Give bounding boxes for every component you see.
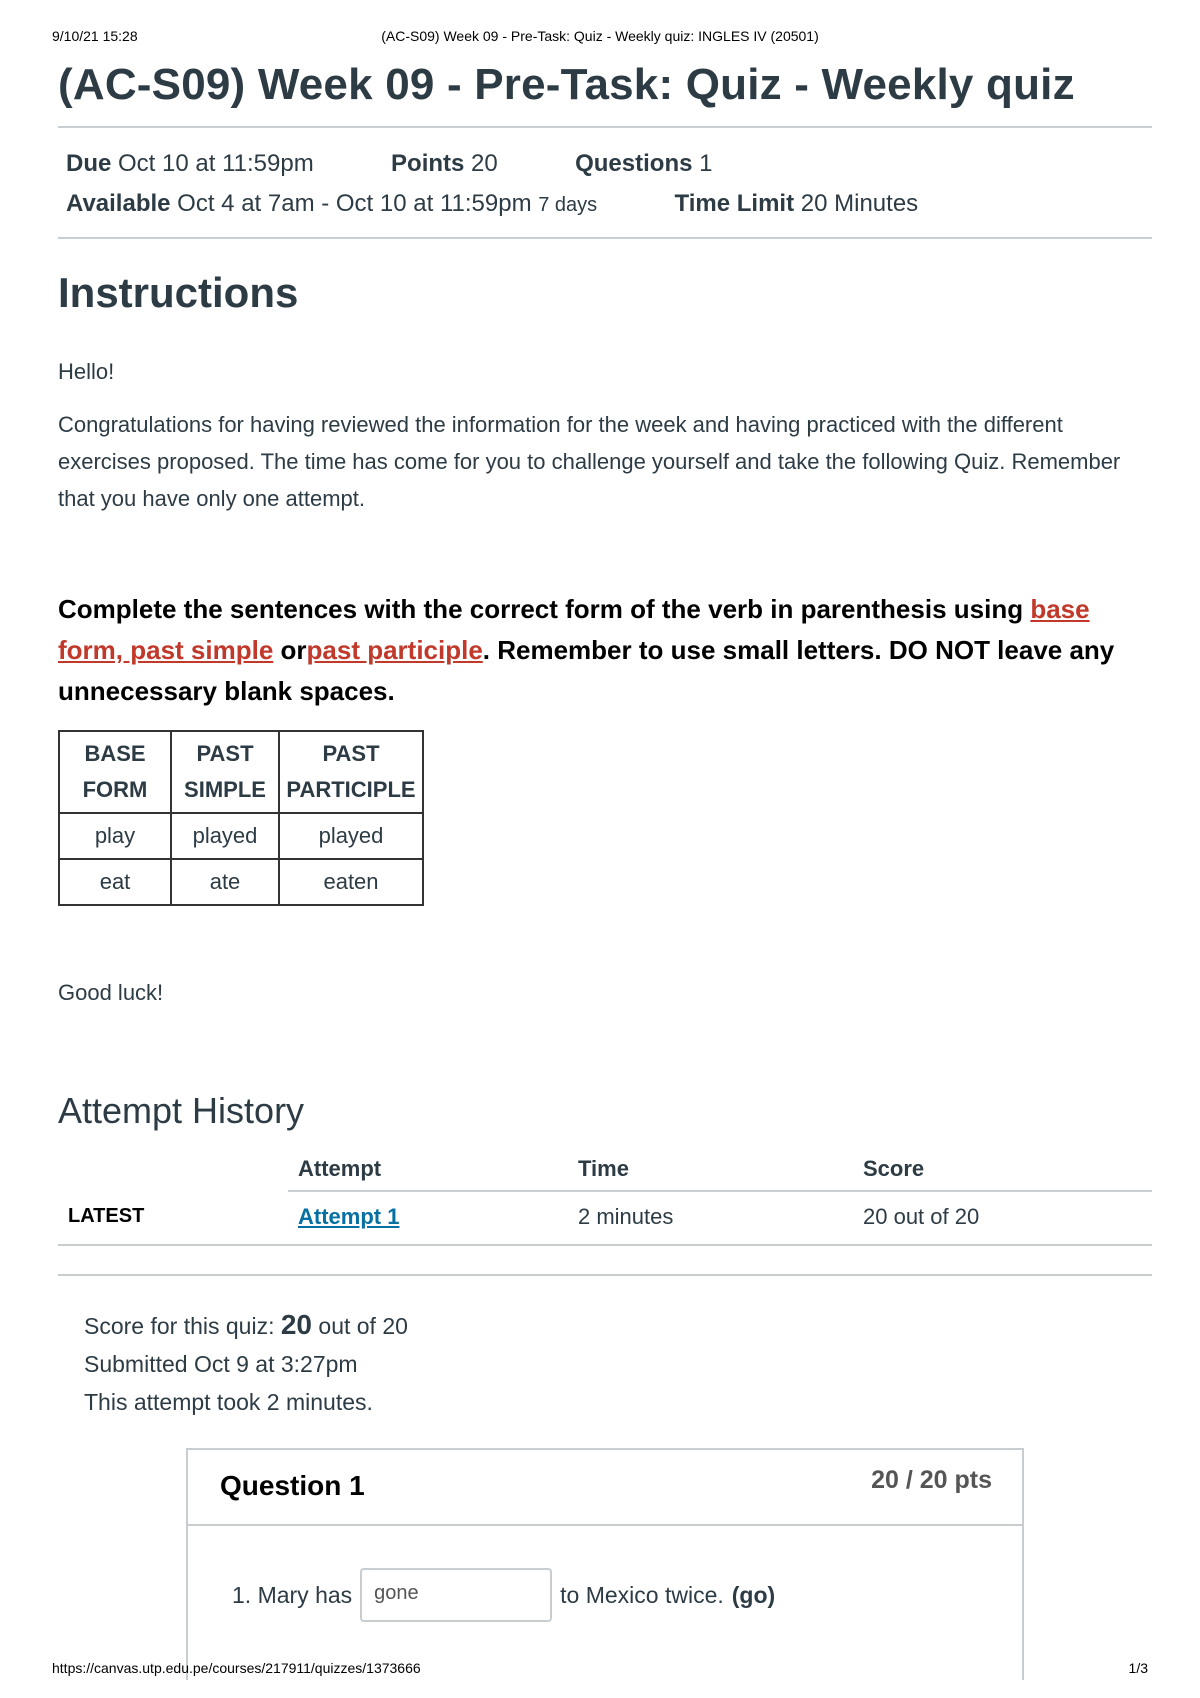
available-label: Available xyxy=(66,190,171,217)
attempt-history-header: Time xyxy=(568,1150,853,1191)
print-document-title: (AC-S09) Week 09 - Pre-Task: Quiz - Weekly quiz: INGLES IV (20501) xyxy=(381,28,819,44)
duration-text: This attempt took 2 minutes. xyxy=(84,1389,373,1415)
time-limit-value: 20 Minutes xyxy=(800,190,919,217)
verb-hint: (go) xyxy=(731,1581,776,1608)
latest-label: LATEST xyxy=(58,1191,288,1245)
verb-table-row xyxy=(59,813,423,859)
item-suffix: to Mexico twice. xyxy=(560,1581,724,1608)
instructions-heading: Instructions xyxy=(58,269,299,316)
page-title: (AC-S09) Week 09 - Pre-Task: Quiz - Weekly quiz xyxy=(58,60,1152,128)
score-prefix: Score for this quiz: xyxy=(84,1313,275,1339)
exercise-instructions xyxy=(58,589,1152,712)
verb-table-header: PAST PARTICIPLE xyxy=(279,731,423,813)
print-header xyxy=(52,28,1148,48)
attempt-time: 2 minutes xyxy=(568,1191,853,1245)
print-footer xyxy=(52,1660,1148,1680)
verb-table-header: PAST SIMPLE xyxy=(171,731,279,813)
question-body xyxy=(188,1526,1022,1622)
verb-table-cell: eaten xyxy=(279,859,423,905)
instructions-bold-part1: Complete the sentences with the correct form of the verb in parenthesis using xyxy=(58,594,1024,624)
score-value: 20 xyxy=(280,1309,313,1340)
instructions-paragraph: Congratulations for having reviewed the information for the week and having practiced with the different exercises proposed. The time has come for you to challenge yourself and take the following Quiz. Remember that you have only one attempt. xyxy=(58,412,1121,511)
verb-table-cell: played xyxy=(279,813,423,859)
verb-table-cell: play xyxy=(59,813,171,859)
print-date: 9/10/21 15:28 xyxy=(52,28,138,44)
verb-table-header-row xyxy=(59,731,423,813)
due-label: Due xyxy=(66,150,112,177)
instructions-bold-part2: . Remember to use small letters. DO NOT leave any unnecessary blank spaces. xyxy=(58,635,1115,706)
closing-text: Good luck! xyxy=(58,980,164,1005)
answer-field[interactable]: gone xyxy=(360,1568,552,1622)
verb-forms-table xyxy=(58,730,424,906)
question-item xyxy=(232,1568,1022,1622)
submitted-text: Submitted Oct 9 at 3:27pm xyxy=(84,1351,358,1377)
attempt-score: 20 out of 20 xyxy=(853,1191,1152,1245)
attempt-history-table xyxy=(58,1150,1152,1246)
quiz-details xyxy=(58,128,1152,239)
greeting-text: Hello! xyxy=(58,359,115,384)
attempt-history-header: Score xyxy=(853,1150,1152,1191)
verb-table-row xyxy=(59,859,423,905)
due-value: Oct 10 at 11:59pm xyxy=(118,150,314,177)
question-header xyxy=(188,1450,1022,1526)
item-prefix: 1. Mary has xyxy=(232,1581,353,1608)
score-suffix: out of 20 xyxy=(318,1313,408,1339)
instructions-highlight-participle: past participle xyxy=(306,635,483,665)
verb-table-cell: eat xyxy=(59,859,171,905)
attempt-history-header xyxy=(58,1150,288,1191)
verb-table-cell: ate xyxy=(171,859,279,905)
score-summary xyxy=(58,1276,1152,1421)
questions-label: Questions xyxy=(575,150,693,177)
instructions-highlight-forms: base form, past simple xyxy=(58,594,1090,665)
verb-table-cell: played xyxy=(171,813,279,859)
attempt-1-link[interactable]: Attempt 1 xyxy=(298,1204,400,1229)
points-value: 20 xyxy=(471,150,498,177)
question-points: 20 / 20 pts xyxy=(871,1466,992,1494)
attempt-history-heading: Attempt History xyxy=(58,1090,305,1131)
available-days: 7 days xyxy=(538,194,598,216)
questions-value: 1 xyxy=(699,150,713,177)
instructions-or: or xyxy=(280,635,307,665)
time-limit-label: Time Limit xyxy=(674,190,795,217)
attempt-history-header-row xyxy=(58,1150,1152,1191)
points-label: Points xyxy=(391,150,465,177)
question-card xyxy=(186,1448,1024,1680)
attempt-history-row xyxy=(58,1191,1152,1245)
question-title: Question 1 xyxy=(220,1470,365,1501)
available-value: Oct 4 at 7am - Oct 10 at 11:59pm xyxy=(177,190,532,217)
attempt-history-header: Attempt xyxy=(288,1150,568,1191)
page-number: 1/3 xyxy=(1128,1660,1148,1676)
print-url: https://canvas.utp.edu.pe/courses/217911/quizzes/1373666 xyxy=(52,1660,421,1676)
main-content xyxy=(58,60,1152,1421)
verb-table-header: BASE FORM xyxy=(59,731,171,813)
